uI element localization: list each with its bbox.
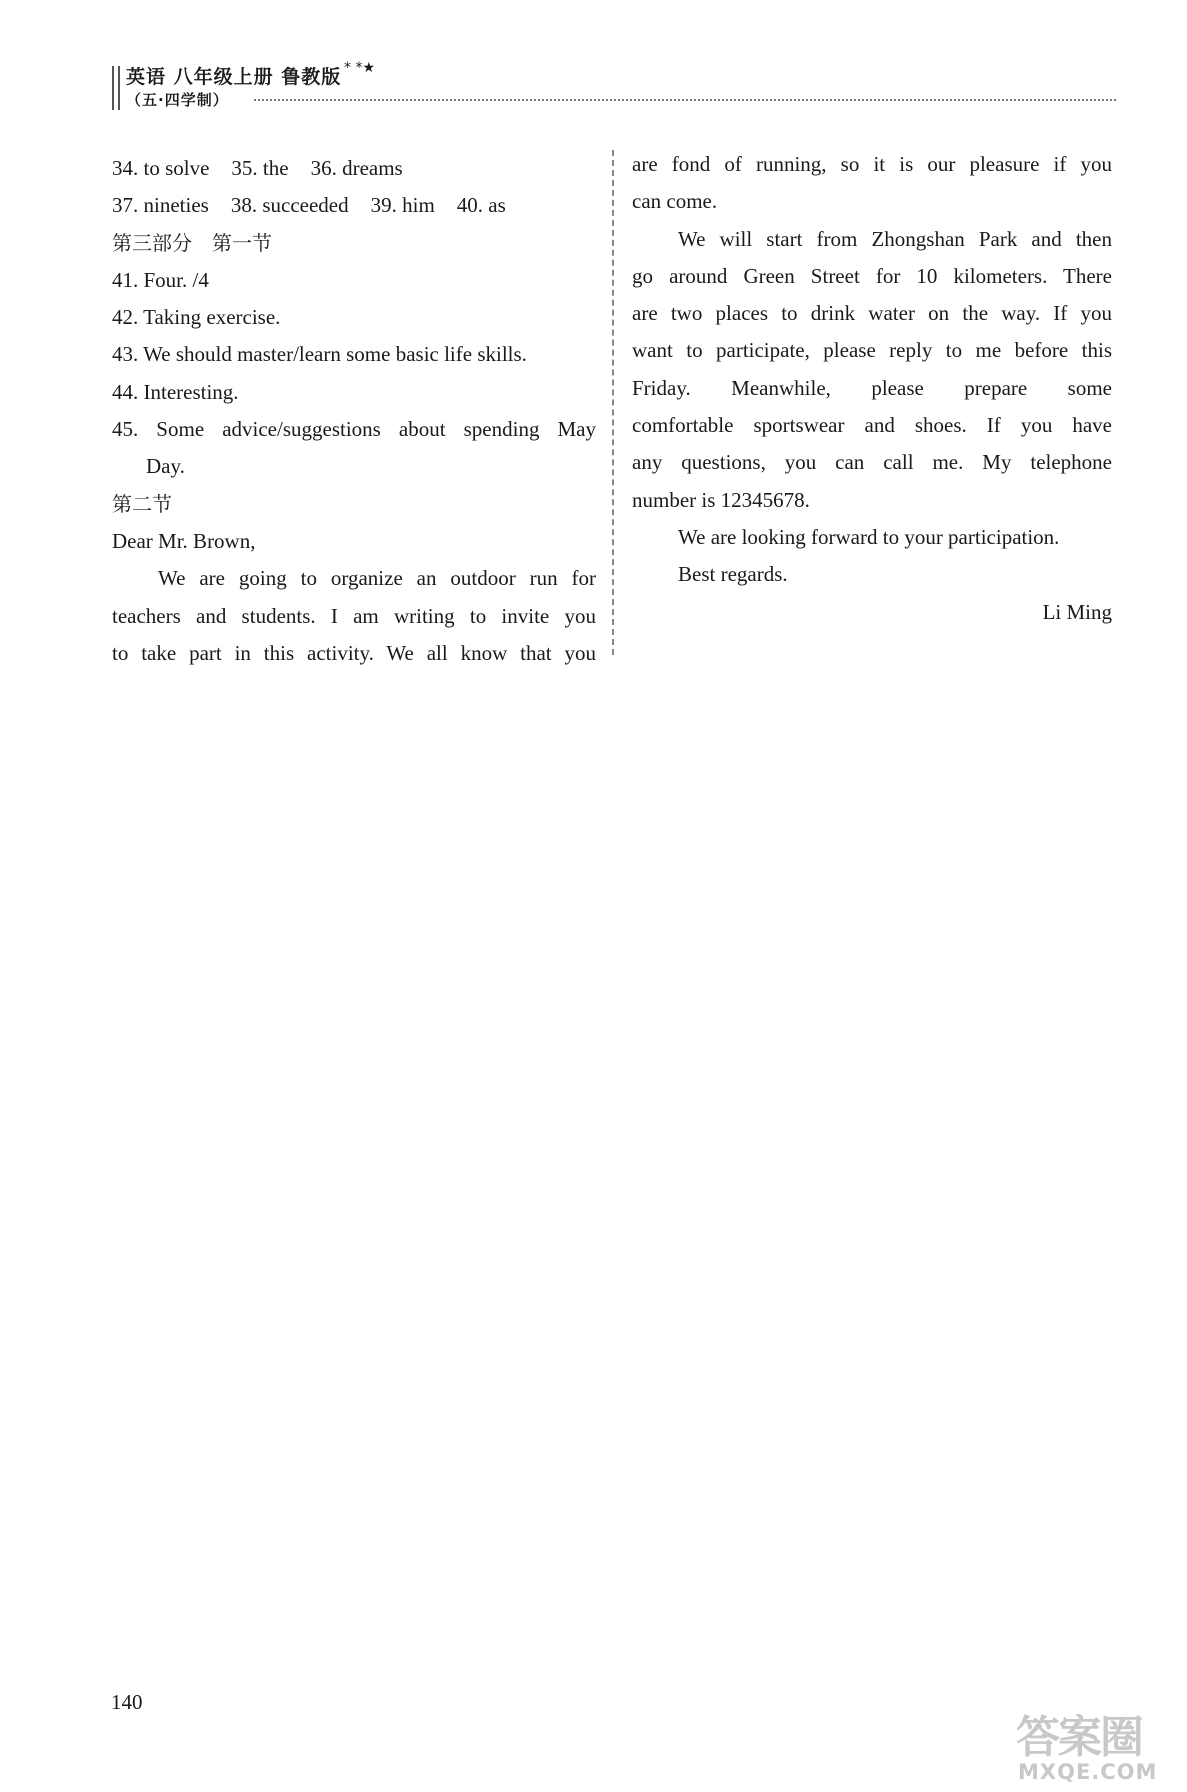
header-dotted-rule: [254, 99, 1116, 101]
watermark-url: MXQE.COM: [1018, 1760, 1158, 1784]
letter-line: We are going to organize an outdoor run for: [158, 566, 596, 591]
header-bar: [112, 66, 114, 110]
watermark-text: 答案圈: [1016, 1712, 1142, 1763]
page-header: [112, 62, 1112, 112]
answer-38: 38. succeeded: [230, 193, 349, 218]
answer-35: 35. the: [231, 156, 289, 180]
letter-line: any questions, you can call me. My telephone: [632, 450, 1112, 475]
letter-line: number is 12345678.: [632, 487, 810, 512]
page-number: 140: [111, 1690, 143, 1714]
answer-41: 41. Four. /4: [112, 267, 209, 292]
answer-43: 43. We should master/learn some basic life skills.: [112, 342, 527, 367]
answers-row: [112, 150, 596, 187]
letter-regards: Best regards.: [678, 562, 788, 587]
answer-34: 34. to solve: [112, 156, 210, 180]
left-column: [112, 150, 596, 672]
letter-line: are fond of running, so it is our pleasure if you: [632, 152, 1112, 176]
answer-45-cont: Day.: [146, 454, 185, 479]
letter-line: can come.: [632, 189, 718, 214]
letter-line: want to participate, please reply to me before this: [632, 338, 1112, 363]
answer-44: 44. Interesting.: [112, 379, 239, 404]
answer-42: 42. Taking exercise.: [112, 305, 281, 330]
book-subtitle: （五·四学制）: [126, 91, 229, 109]
letter-signature: Li Ming: [1042, 599, 1112, 624]
letter-line: to take part in this activity. We all know that you: [112, 640, 596, 665]
section-heading: 第二节: [112, 491, 172, 516]
letter-line: are two places to drink water on the way. If you: [632, 301, 1112, 326]
letter-line: go around Green Street for 10 kilometers. There: [632, 263, 1112, 288]
answer-36: 36. dreams: [310, 156, 403, 180]
letter-salutation: Dear Mr. Brown,: [112, 528, 256, 553]
answer-39: 39. him: [370, 193, 435, 218]
section-heading: 第三部分 第一节: [112, 230, 272, 255]
right-column: [632, 146, 1112, 631]
stars-icon: * *★: [344, 60, 376, 76]
answer-37: 37. nineties: [112, 193, 209, 218]
letter-line: Friday. Meanwhile, please prepare some: [632, 375, 1112, 400]
header-bar: [118, 66, 120, 110]
letter-line: comfortable sportswear and shoes. If you have: [632, 413, 1112, 438]
answer-45: 45. Some advice/suggestions about spending May: [112, 417, 596, 442]
letter-line: teachers and students. I am writing to invite you: [112, 603, 596, 628]
answer-40: 40. as: [456, 193, 506, 218]
column-divider: [612, 150, 614, 655]
letter-line: We will start from Zhongshan Park and then: [678, 226, 1112, 251]
book-title: 英语 八年级上册 鲁教版: [126, 66, 342, 88]
letter-closing: We are looking forward to your participation.: [678, 524, 1060, 549]
watermark-logo: [1016, 1712, 1158, 1784]
answers-row: [112, 187, 596, 224]
